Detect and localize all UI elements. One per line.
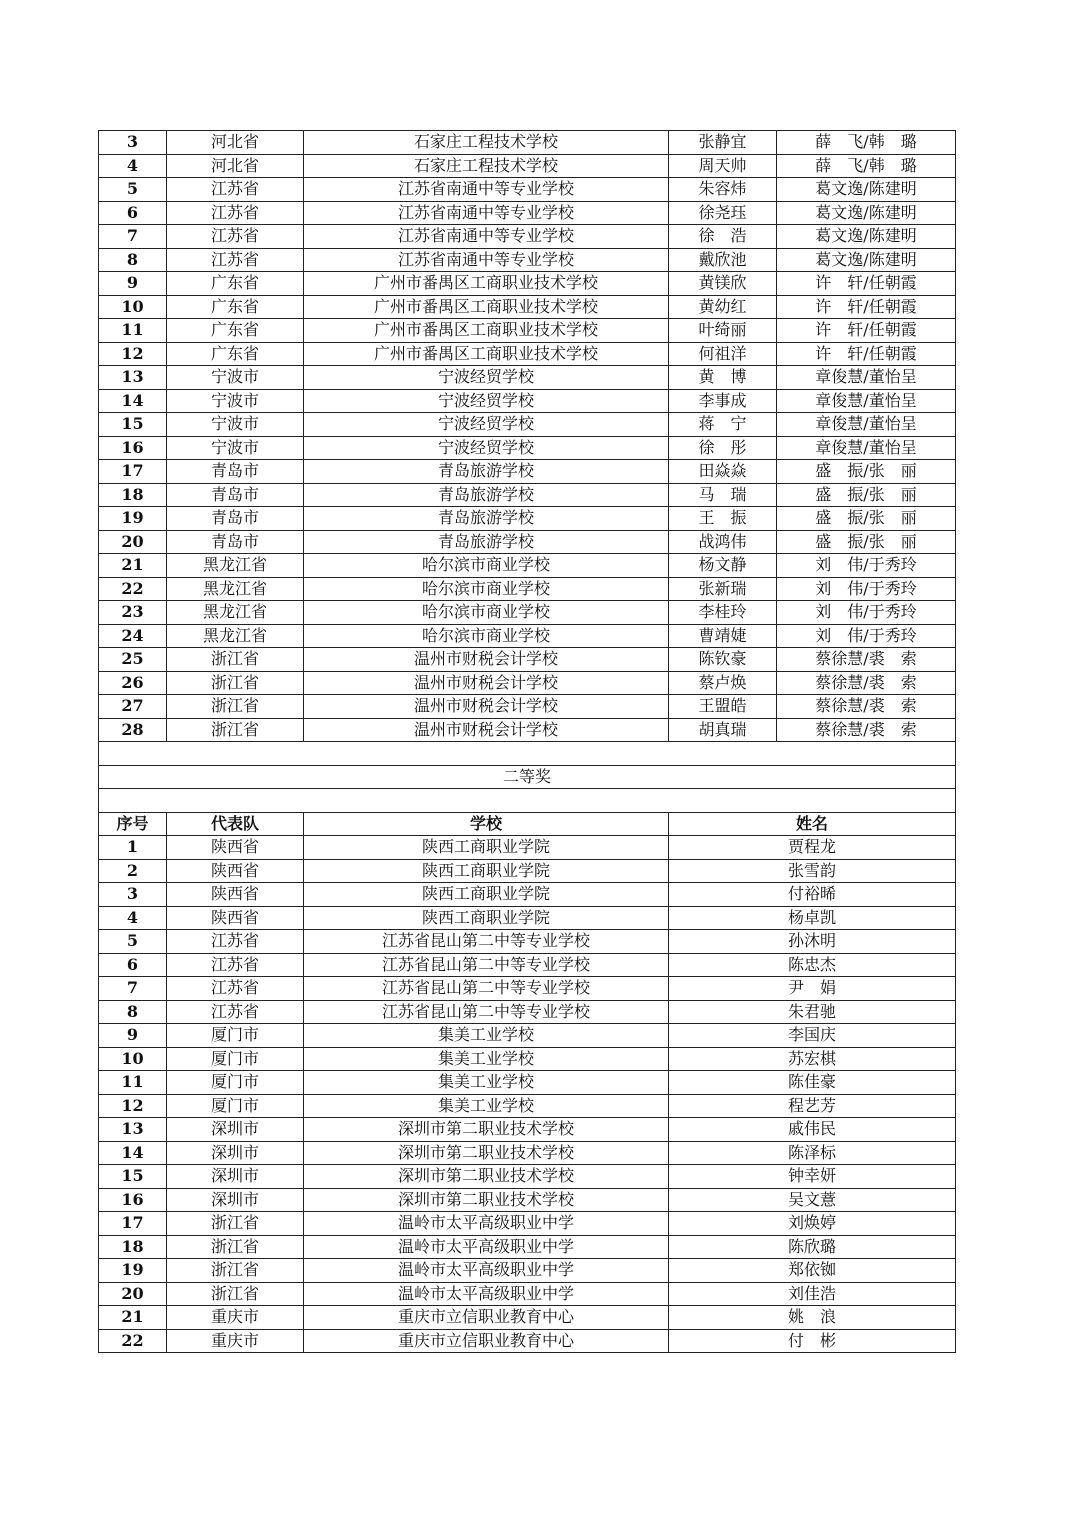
name-cell: 贾程龙 — [669, 836, 956, 860]
table-row — [99, 295, 956, 319]
name-cell: 尹 娟 — [669, 977, 956, 1001]
row-number: 10 — [99, 295, 167, 319]
second-prize-section — [99, 742, 956, 836]
row-number: 16 — [99, 436, 167, 460]
table-row — [99, 1188, 956, 1212]
school-cell: 宁波经贸学校 — [304, 366, 669, 390]
school-cell: 温岭市太平高级职业中学 — [304, 1282, 669, 1306]
student-cell: 徐 彤 — [669, 436, 777, 460]
row-number: 20 — [99, 530, 167, 554]
student-cell: 周天帅 — [669, 154, 777, 178]
row-number: 28 — [99, 718, 167, 742]
header-name: 姓名 — [669, 812, 956, 836]
table-row — [99, 695, 956, 719]
table-row — [99, 671, 956, 695]
team-cell: 江苏省 — [167, 225, 304, 249]
table-row — [99, 460, 956, 484]
student-cell: 胡真瑞 — [669, 718, 777, 742]
table-row — [99, 413, 956, 437]
name-cell: 陈欣璐 — [669, 1235, 956, 1259]
table-row — [99, 859, 956, 883]
school-cell: 哈尔滨市商业学校 — [304, 601, 669, 625]
school-cell: 江苏省昆山第二中等专业学校 — [304, 1000, 669, 1024]
coach-cell: 许 轩/任朝霞 — [777, 319, 956, 343]
student-cell: 徐尧珏 — [669, 201, 777, 225]
school-cell: 哈尔滨市商业学校 — [304, 577, 669, 601]
first-prize-rows — [99, 131, 956, 742]
team-cell: 陕西省 — [167, 906, 304, 930]
row-number: 23 — [99, 601, 167, 625]
team-cell: 浙江省 — [167, 695, 304, 719]
student-cell: 张新瑞 — [669, 577, 777, 601]
team-cell: 浙江省 — [167, 671, 304, 695]
row-number: 15 — [99, 413, 167, 437]
row-number: 25 — [99, 648, 167, 672]
table-row — [99, 366, 956, 390]
student-cell: 杨文静 — [669, 554, 777, 578]
row-number: 19 — [99, 507, 167, 531]
team-cell: 深圳市 — [167, 1165, 304, 1189]
row-number: 21 — [99, 1306, 167, 1330]
table-row — [99, 648, 956, 672]
school-cell: 青岛旅游学校 — [304, 507, 669, 531]
team-cell: 宁波市 — [167, 389, 304, 413]
table-row — [99, 272, 956, 296]
name-cell: 吴文薏 — [669, 1188, 956, 1212]
table-row — [99, 1141, 956, 1165]
student-cell: 朱容炜 — [669, 178, 777, 202]
school-cell: 江苏省昆山第二中等专业学校 — [304, 930, 669, 954]
name-cell: 朱君驰 — [669, 1000, 956, 1024]
school-cell: 温州市财税会计学校 — [304, 695, 669, 719]
school-cell: 集美工业学校 — [304, 1071, 669, 1095]
school-cell: 集美工业学校 — [304, 1047, 669, 1071]
student-cell: 田焱焱 — [669, 460, 777, 484]
table-row — [99, 530, 956, 554]
table-row — [99, 131, 956, 155]
team-cell: 河北省 — [167, 154, 304, 178]
coach-cell: 盛 振/张 丽 — [777, 460, 956, 484]
school-cell: 重庆市立信职业教育中心 — [304, 1306, 669, 1330]
table-row — [99, 342, 956, 366]
team-cell: 厦门市 — [167, 1047, 304, 1071]
coach-cell: 盛 振/张 丽 — [777, 507, 956, 531]
coach-cell: 章俊慧/董怡呈 — [777, 413, 956, 437]
coach-cell: 刘 伟/于秀玲 — [777, 554, 956, 578]
student-cell: 张静宜 — [669, 131, 777, 155]
row-number: 13 — [99, 1118, 167, 1142]
table-row — [99, 1329, 956, 1353]
name-cell: 苏宏棋 — [669, 1047, 956, 1071]
name-cell: 姚 浪 — [669, 1306, 956, 1330]
header-no: 序号 — [99, 812, 167, 836]
row-number: 9 — [99, 272, 167, 296]
row-number: 20 — [99, 1282, 167, 1306]
school-cell: 深圳市第二职业技术学校 — [304, 1141, 669, 1165]
table-row — [99, 319, 956, 343]
team-cell: 浙江省 — [167, 648, 304, 672]
row-number: 4 — [99, 906, 167, 930]
table-row — [99, 718, 956, 742]
table-row — [99, 554, 956, 578]
row-number: 10 — [99, 1047, 167, 1071]
table-row — [99, 178, 956, 202]
team-cell: 青岛市 — [167, 483, 304, 507]
coach-cell: 章俊慧/董怡呈 — [777, 389, 956, 413]
row-number: 7 — [99, 977, 167, 1001]
table-row — [99, 1047, 956, 1071]
row-number: 4 — [99, 154, 167, 178]
school-cell: 深圳市第二职业技术学校 — [304, 1118, 669, 1142]
team-cell: 深圳市 — [167, 1141, 304, 1165]
student-cell: 战鸿伟 — [669, 530, 777, 554]
header-row — [99, 812, 956, 836]
school-cell: 哈尔滨市商业学校 — [304, 624, 669, 648]
row-number: 2 — [99, 859, 167, 883]
table-row — [99, 1212, 956, 1236]
school-cell: 深圳市第二职业技术学校 — [304, 1165, 669, 1189]
coach-cell: 葛文逸/陈建明 — [777, 201, 956, 225]
team-cell: 陕西省 — [167, 859, 304, 883]
team-cell: 黑龙江省 — [167, 577, 304, 601]
name-cell: 陈佳豪 — [669, 1071, 956, 1095]
table-row — [99, 248, 956, 272]
table-row — [99, 1094, 956, 1118]
school-cell: 哈尔滨市商业学校 — [304, 554, 669, 578]
row-number: 6 — [99, 201, 167, 225]
row-number: 12 — [99, 342, 167, 366]
school-cell: 江苏省南通中等专业学校 — [304, 248, 669, 272]
team-cell: 陕西省 — [167, 836, 304, 860]
table-row — [99, 1235, 956, 1259]
school-cell: 广州市番禺区工商职业技术学校 — [304, 342, 669, 366]
row-number: 7 — [99, 225, 167, 249]
award-table — [98, 130, 956, 1353]
student-cell: 黄镁欣 — [669, 272, 777, 296]
row-number: 18 — [99, 1235, 167, 1259]
row-number: 3 — [99, 883, 167, 907]
team-cell: 广东省 — [167, 319, 304, 343]
school-cell: 江苏省南通中等专业学校 — [304, 225, 669, 249]
team-cell: 江苏省 — [167, 201, 304, 225]
section-title: 二等奖 — [99, 765, 956, 789]
team-cell: 黑龙江省 — [167, 624, 304, 648]
student-cell: 黄 博 — [669, 366, 777, 390]
team-cell: 陕西省 — [167, 883, 304, 907]
row-number: 17 — [99, 1212, 167, 1236]
coach-cell: 盛 振/张 丽 — [777, 483, 956, 507]
row-number: 11 — [99, 319, 167, 343]
team-cell: 广东省 — [167, 272, 304, 296]
row-number: 17 — [99, 460, 167, 484]
school-cell: 温州市财税会计学校 — [304, 718, 669, 742]
name-cell: 杨卓凯 — [669, 906, 956, 930]
team-cell: 江苏省 — [167, 248, 304, 272]
name-cell: 孙沐明 — [669, 930, 956, 954]
coach-cell: 许 轩/任朝霞 — [777, 342, 956, 366]
team-cell: 青岛市 — [167, 507, 304, 531]
student-cell: 叶绮丽 — [669, 319, 777, 343]
team-cell: 广东省 — [167, 295, 304, 319]
school-cell: 广州市番禺区工商职业技术学校 — [304, 295, 669, 319]
header-team: 代表队 — [167, 812, 304, 836]
team-cell: 深圳市 — [167, 1188, 304, 1212]
school-cell: 陕西工商职业学院 — [304, 906, 669, 930]
school-cell: 陕西工商职业学院 — [304, 859, 669, 883]
row-number: 14 — [99, 1141, 167, 1165]
table-row — [99, 507, 956, 531]
student-cell: 马 瑞 — [669, 483, 777, 507]
team-cell: 江苏省 — [167, 178, 304, 202]
coach-cell: 蔡徐慧/裘 索 — [777, 671, 956, 695]
coach-cell: 章俊慧/董怡呈 — [777, 436, 956, 460]
school-cell: 青岛旅游学校 — [304, 460, 669, 484]
school-cell: 广州市番禺区工商职业技术学校 — [304, 272, 669, 296]
team-cell: 青岛市 — [167, 460, 304, 484]
row-number: 26 — [99, 671, 167, 695]
table-row — [99, 977, 956, 1001]
row-number: 6 — [99, 953, 167, 977]
team-cell: 浙江省 — [167, 1212, 304, 1236]
team-cell: 黑龙江省 — [167, 554, 304, 578]
name-cell: 钟幸妍 — [669, 1165, 956, 1189]
team-cell: 青岛市 — [167, 530, 304, 554]
table-row — [99, 906, 956, 930]
table-row — [99, 836, 956, 860]
student-cell: 曹靖婕 — [669, 624, 777, 648]
coach-cell: 葛文逸/陈建明 — [777, 248, 956, 272]
school-cell: 重庆市立信职业教育中心 — [304, 1329, 669, 1353]
row-number: 11 — [99, 1071, 167, 1095]
table-row — [99, 1071, 956, 1095]
row-number: 14 — [99, 389, 167, 413]
team-cell: 江苏省 — [167, 953, 304, 977]
row-number: 18 — [99, 483, 167, 507]
table-row — [99, 1282, 956, 1306]
table-row — [99, 883, 956, 907]
team-cell: 江苏省 — [167, 977, 304, 1001]
row-number: 21 — [99, 554, 167, 578]
table-row — [99, 1165, 956, 1189]
school-cell: 温岭市太平高级职业中学 — [304, 1212, 669, 1236]
name-cell: 陈泽标 — [669, 1141, 956, 1165]
team-cell: 浙江省 — [167, 1235, 304, 1259]
school-cell: 广州市番禺区工商职业技术学校 — [304, 319, 669, 343]
table-row — [99, 930, 956, 954]
school-cell: 宁波经贸学校 — [304, 436, 669, 460]
school-cell: 江苏省南通中等专业学校 — [304, 178, 669, 202]
student-cell: 陈钦豪 — [669, 648, 777, 672]
team-cell: 浙江省 — [167, 718, 304, 742]
team-cell: 厦门市 — [167, 1024, 304, 1048]
school-cell: 陕西工商职业学院 — [304, 883, 669, 907]
blank-row — [99, 742, 956, 766]
row-number: 3 — [99, 131, 167, 155]
name-cell: 戚伟民 — [669, 1118, 956, 1142]
name-cell: 刘焕婷 — [669, 1212, 956, 1236]
row-number: 16 — [99, 1188, 167, 1212]
team-cell: 重庆市 — [167, 1306, 304, 1330]
student-cell: 李事成 — [669, 389, 777, 413]
student-cell: 黄幼红 — [669, 295, 777, 319]
coach-cell: 刘 伟/于秀玲 — [777, 577, 956, 601]
team-cell: 黑龙江省 — [167, 601, 304, 625]
row-number: 27 — [99, 695, 167, 719]
team-cell: 厦门市 — [167, 1071, 304, 1095]
team-cell: 厦门市 — [167, 1094, 304, 1118]
school-cell: 江苏省昆山第二中等专业学校 — [304, 977, 669, 1001]
school-cell: 深圳市第二职业技术学校 — [304, 1188, 669, 1212]
coach-cell: 刘 伟/于秀玲 — [777, 601, 956, 625]
second-prize-rows — [99, 836, 956, 1353]
student-cell: 王 振 — [669, 507, 777, 531]
student-cell: 王盟皓 — [669, 695, 777, 719]
team-cell: 江苏省 — [167, 930, 304, 954]
table-row — [99, 1024, 956, 1048]
row-number: 5 — [99, 930, 167, 954]
table-row — [99, 225, 956, 249]
row-number: 12 — [99, 1094, 167, 1118]
team-cell: 宁波市 — [167, 413, 304, 437]
table-row — [99, 201, 956, 225]
school-cell: 温岭市太平高级职业中学 — [304, 1259, 669, 1283]
school-cell: 温州市财税会计学校 — [304, 671, 669, 695]
school-cell: 宁波经贸学校 — [304, 389, 669, 413]
student-cell: 李桂玲 — [669, 601, 777, 625]
row-number: 19 — [99, 1259, 167, 1283]
table-row — [99, 577, 956, 601]
team-cell: 浙江省 — [167, 1259, 304, 1283]
school-cell: 青岛旅游学校 — [304, 530, 669, 554]
team-cell: 重庆市 — [167, 1329, 304, 1353]
table-row — [99, 1000, 956, 1024]
row-number: 24 — [99, 624, 167, 648]
table-row — [99, 1118, 956, 1142]
table-row — [99, 436, 956, 460]
row-number: 9 — [99, 1024, 167, 1048]
team-cell: 河北省 — [167, 131, 304, 155]
table-row — [99, 601, 956, 625]
table-row — [99, 953, 956, 977]
team-cell: 宁波市 — [167, 436, 304, 460]
team-cell: 深圳市 — [167, 1118, 304, 1142]
name-cell: 陈忠杰 — [669, 953, 956, 977]
table-row — [99, 389, 956, 413]
school-cell: 陕西工商职业学院 — [304, 836, 669, 860]
school-cell: 温岭市太平高级职业中学 — [304, 1235, 669, 1259]
team-cell: 江苏省 — [167, 1000, 304, 1024]
student-cell: 戴欣池 — [669, 248, 777, 272]
school-cell: 石家庄工程技术学校 — [304, 131, 669, 155]
coach-cell: 薛 飞/韩 璐 — [777, 154, 956, 178]
blank-row — [99, 789, 956, 813]
row-number: 22 — [99, 577, 167, 601]
student-cell: 蒋 宁 — [669, 413, 777, 437]
student-cell: 徐 浩 — [669, 225, 777, 249]
school-cell: 江苏省昆山第二中等专业学校 — [304, 953, 669, 977]
school-cell: 集美工业学校 — [304, 1024, 669, 1048]
table-row — [99, 1259, 956, 1283]
team-cell: 广东省 — [167, 342, 304, 366]
name-cell: 付 彬 — [669, 1329, 956, 1353]
coach-cell: 葛文逸/陈建明 — [777, 178, 956, 202]
coach-cell: 葛文逸/陈建明 — [777, 225, 956, 249]
school-cell: 青岛旅游学校 — [304, 483, 669, 507]
row-number: 8 — [99, 248, 167, 272]
student-cell: 蔡卢焕 — [669, 671, 777, 695]
school-cell: 江苏省南通中等专业学校 — [304, 201, 669, 225]
name-cell: 付裕晞 — [669, 883, 956, 907]
name-cell: 程艺芳 — [669, 1094, 956, 1118]
coach-cell: 蔡徐慧/裘 索 — [777, 695, 956, 719]
coach-cell: 薛 飞/韩 璐 — [777, 131, 956, 155]
school-cell: 温州市财税会计学校 — [304, 648, 669, 672]
coach-cell: 蔡徐慧/裘 索 — [777, 718, 956, 742]
name-cell: 郑依铷 — [669, 1259, 956, 1283]
table-row — [99, 1306, 956, 1330]
name-cell: 李国庆 — [669, 1024, 956, 1048]
row-number: 15 — [99, 1165, 167, 1189]
team-cell: 宁波市 — [167, 366, 304, 390]
coach-cell: 许 轩/任朝霞 — [777, 295, 956, 319]
school-cell: 集美工业学校 — [304, 1094, 669, 1118]
coach-cell: 章俊慧/董怡呈 — [777, 366, 956, 390]
table-row — [99, 624, 956, 648]
name-cell: 张雪韵 — [669, 859, 956, 883]
table-row — [99, 154, 956, 178]
row-number: 1 — [99, 836, 167, 860]
section-title-row — [99, 765, 956, 789]
coach-cell: 刘 伟/于秀玲 — [777, 624, 956, 648]
coach-cell: 许 轩/任朝霞 — [777, 272, 956, 296]
coach-cell: 盛 振/张 丽 — [777, 530, 956, 554]
school-cell: 石家庄工程技术学校 — [304, 154, 669, 178]
team-cell: 浙江省 — [167, 1282, 304, 1306]
school-cell: 宁波经贸学校 — [304, 413, 669, 437]
row-number: 8 — [99, 1000, 167, 1024]
row-number: 22 — [99, 1329, 167, 1353]
coach-cell: 蔡徐慧/裘 索 — [777, 648, 956, 672]
table-row — [99, 483, 956, 507]
row-number: 5 — [99, 178, 167, 202]
row-number: 13 — [99, 366, 167, 390]
header-school: 学校 — [304, 812, 669, 836]
student-cell: 何祖洋 — [669, 342, 777, 366]
name-cell: 刘佳浩 — [669, 1282, 956, 1306]
